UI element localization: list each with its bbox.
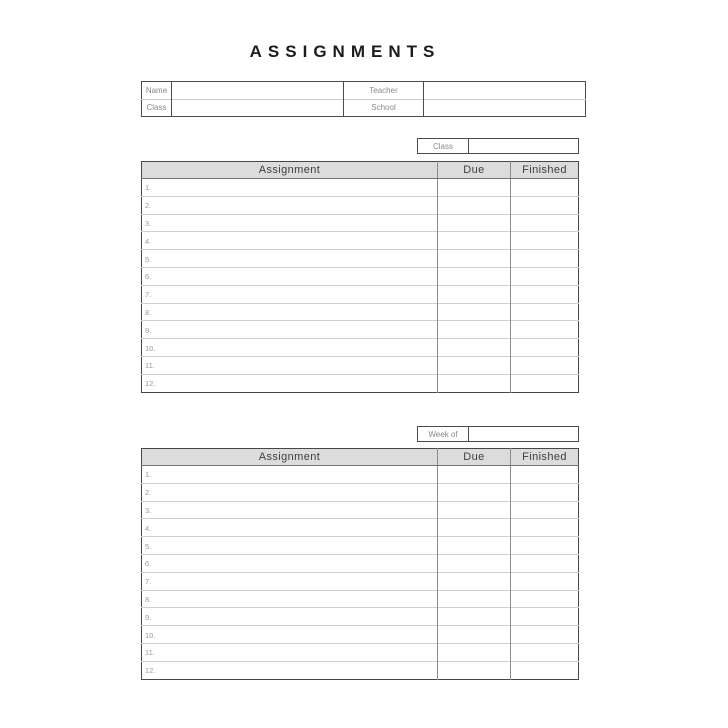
assignment-cell[interactable] bbox=[142, 572, 438, 590]
row-number: 7. bbox=[145, 577, 152, 587]
finished-cell[interactable] bbox=[511, 285, 579, 303]
due-cell[interactable] bbox=[438, 356, 511, 374]
table-row bbox=[142, 519, 579, 537]
table-row bbox=[142, 356, 579, 374]
table-row bbox=[142, 501, 579, 519]
due-cell[interactable] bbox=[438, 626, 511, 644]
due-cell[interactable] bbox=[438, 590, 511, 608]
due-cell[interactable] bbox=[438, 466, 511, 484]
finished-cell[interactable] bbox=[511, 250, 579, 268]
assignment-cell[interactable] bbox=[142, 519, 438, 537]
week-of-box-input[interactable] bbox=[469, 427, 578, 441]
due-cell[interactable] bbox=[438, 483, 511, 501]
assignment-column-header: Assignment bbox=[142, 162, 438, 179]
teacher-label: Teacher bbox=[344, 82, 424, 100]
finished-column-header: Finished bbox=[511, 449, 579, 466]
due-cell[interactable] bbox=[438, 321, 511, 339]
row-number: 7. bbox=[145, 290, 152, 300]
assignment-cell[interactable] bbox=[142, 661, 438, 679]
due-cell[interactable] bbox=[438, 643, 511, 661]
row-number: 11. bbox=[145, 361, 155, 371]
row-number: 5. bbox=[145, 541, 152, 551]
due-cell[interactable] bbox=[438, 196, 511, 214]
due-cell[interactable] bbox=[438, 339, 511, 357]
assignment-cell[interactable] bbox=[142, 303, 438, 321]
finished-cell[interactable] bbox=[511, 339, 579, 357]
finished-cell[interactable] bbox=[511, 554, 579, 572]
info-form-row bbox=[142, 82, 586, 100]
finished-cell[interactable] bbox=[511, 608, 579, 626]
row-number: 10. bbox=[145, 630, 156, 640]
finished-cell[interactable] bbox=[511, 519, 579, 537]
table-row bbox=[142, 537, 579, 555]
due-cell[interactable] bbox=[438, 374, 511, 392]
assignment-cell[interactable] bbox=[142, 608, 438, 626]
row-number: 1. bbox=[145, 183, 152, 193]
table-row bbox=[142, 643, 579, 661]
row-number: 3. bbox=[145, 505, 152, 515]
assignment-cell[interactable] bbox=[142, 466, 438, 484]
row-number: 10. bbox=[145, 343, 156, 353]
due-column-header: Due bbox=[438, 162, 511, 179]
table-row bbox=[142, 466, 579, 484]
finished-cell[interactable] bbox=[511, 626, 579, 644]
assignment-cell[interactable] bbox=[142, 501, 438, 519]
finished-cell[interactable] bbox=[511, 267, 579, 285]
school-label: School bbox=[344, 99, 424, 117]
table-row bbox=[142, 626, 579, 644]
table-row bbox=[142, 661, 579, 679]
due-cell[interactable] bbox=[438, 285, 511, 303]
table-row bbox=[142, 339, 579, 357]
table-row bbox=[142, 303, 579, 321]
teacher-field[interactable] bbox=[424, 82, 586, 100]
finished-cell[interactable] bbox=[511, 374, 579, 392]
table-row bbox=[142, 232, 579, 250]
due-cell[interactable] bbox=[438, 537, 511, 555]
table-row bbox=[142, 572, 579, 590]
finished-cell[interactable] bbox=[511, 590, 579, 608]
table-row bbox=[142, 554, 579, 572]
name-label: Name bbox=[145, 85, 168, 95]
due-cell[interactable] bbox=[438, 232, 511, 250]
assignment-cell[interactable] bbox=[142, 626, 438, 644]
finished-cell[interactable] bbox=[511, 643, 579, 661]
row-number: 6. bbox=[145, 559, 152, 569]
row-number: 12. bbox=[145, 666, 156, 676]
row-number: 3. bbox=[145, 218, 152, 228]
finished-cell[interactable] bbox=[511, 501, 579, 519]
due-cell[interactable] bbox=[438, 608, 511, 626]
info-form-row bbox=[142, 99, 586, 117]
table-row bbox=[142, 179, 579, 197]
row-number: 5. bbox=[145, 254, 152, 264]
row-number: 9. bbox=[145, 612, 152, 622]
assignment-cell[interactable] bbox=[142, 285, 438, 303]
assignment-cell[interactable] bbox=[142, 250, 438, 268]
assignment-cell[interactable] bbox=[142, 537, 438, 555]
assignment-cell[interactable] bbox=[142, 374, 438, 392]
finished-cell[interactable] bbox=[511, 537, 579, 555]
finished-cell[interactable] bbox=[511, 572, 579, 590]
due-cell[interactable] bbox=[438, 250, 511, 268]
assignment-cell[interactable] bbox=[142, 339, 438, 357]
due-cell[interactable] bbox=[438, 501, 511, 519]
assignment-cell[interactable] bbox=[142, 643, 438, 661]
assignment-cell[interactable] bbox=[142, 590, 438, 608]
finished-cell[interactable] bbox=[511, 321, 579, 339]
finished-cell[interactable] bbox=[511, 214, 579, 232]
row-number: 6. bbox=[145, 272, 152, 282]
week-of-box-label: Week of bbox=[418, 427, 469, 441]
table-row bbox=[142, 590, 579, 608]
table-header-row bbox=[142, 449, 579, 466]
info-form bbox=[141, 81, 586, 117]
row-number: 8. bbox=[145, 594, 152, 604]
assignments-table-class bbox=[141, 161, 579, 393]
due-cell[interactable] bbox=[438, 303, 511, 321]
due-cell[interactable] bbox=[438, 519, 511, 537]
assignment-cell[interactable] bbox=[142, 483, 438, 501]
assignment-column-header: Assignment bbox=[142, 449, 438, 466]
assignment-cell[interactable] bbox=[142, 321, 438, 339]
row-number: 1. bbox=[145, 470, 152, 480]
table-row bbox=[142, 483, 579, 501]
assignment-cell[interactable] bbox=[142, 356, 438, 374]
assignment-cell[interactable] bbox=[142, 196, 438, 214]
assignments-table-week bbox=[141, 448, 579, 680]
finished-column-header: Finished bbox=[511, 162, 579, 179]
class-field[interactable] bbox=[172, 99, 344, 117]
row-number: 4. bbox=[145, 236, 152, 246]
assignment-cell[interactable] bbox=[142, 232, 438, 250]
table-row bbox=[142, 321, 579, 339]
row-number: 2. bbox=[145, 201, 152, 211]
due-cell[interactable] bbox=[438, 179, 511, 197]
assignment-cell[interactable] bbox=[142, 554, 438, 572]
table-header-row bbox=[142, 162, 579, 179]
due-column-header: Due bbox=[438, 449, 511, 466]
table-row bbox=[142, 608, 579, 626]
finished-cell[interactable] bbox=[511, 483, 579, 501]
row-number: 4. bbox=[145, 523, 152, 533]
due-cell[interactable] bbox=[438, 661, 511, 679]
class-label: Class bbox=[142, 99, 172, 117]
row-number: 11. bbox=[145, 648, 155, 658]
table-row bbox=[142, 196, 579, 214]
school-field[interactable] bbox=[424, 99, 586, 117]
row-number: 8. bbox=[145, 307, 152, 317]
finished-cell[interactable] bbox=[511, 466, 579, 484]
finished-cell[interactable] bbox=[511, 356, 579, 374]
due-cell[interactable] bbox=[438, 214, 511, 232]
table-row bbox=[142, 250, 579, 268]
name-field[interactable] bbox=[172, 82, 344, 100]
row-number: 9. bbox=[145, 325, 152, 335]
week-of-box bbox=[417, 426, 579, 442]
finished-cell[interactable] bbox=[511, 196, 579, 214]
table-row bbox=[142, 374, 579, 392]
assignment-cell[interactable] bbox=[142, 214, 438, 232]
page-title: ASSIGNMENTS bbox=[249, 42, 441, 61]
due-cell[interactable] bbox=[438, 554, 511, 572]
assignment-cell[interactable] bbox=[142, 179, 438, 197]
table-row bbox=[142, 285, 579, 303]
due-cell[interactable] bbox=[438, 572, 511, 590]
table-row bbox=[142, 267, 579, 285]
finished-cell[interactable] bbox=[511, 303, 579, 321]
finished-cell[interactable] bbox=[511, 179, 579, 197]
table-row bbox=[142, 214, 579, 232]
finished-cell[interactable] bbox=[511, 232, 579, 250]
assignment-cell[interactable] bbox=[142, 267, 438, 285]
row-number: 2. bbox=[145, 488, 152, 498]
class-box bbox=[417, 138, 579, 154]
class-box-input[interactable] bbox=[469, 139, 578, 153]
row-number: 12. bbox=[145, 379, 156, 389]
finished-cell[interactable] bbox=[511, 661, 579, 679]
class-box-label: Class bbox=[418, 139, 469, 153]
due-cell[interactable] bbox=[438, 267, 511, 285]
